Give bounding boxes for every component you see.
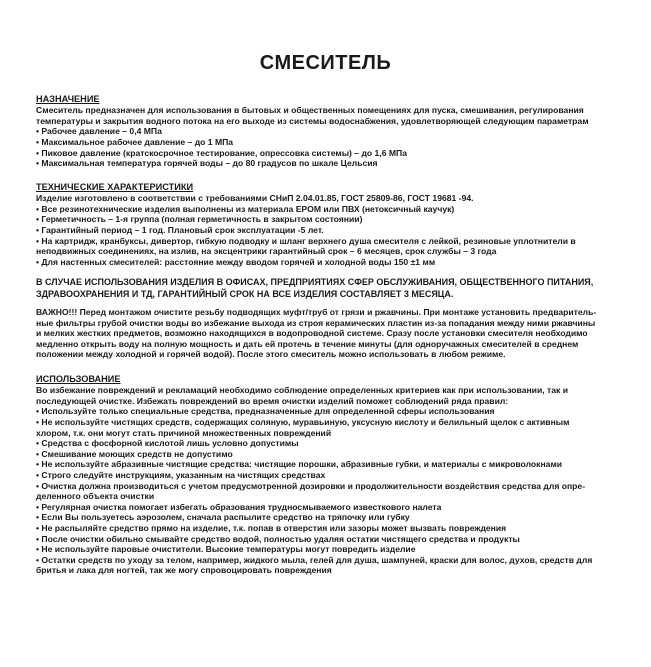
purpose-body — [36, 105, 626, 169]
text-line: • Не распыляйте средство прямо на изделие, т.к. попав в отверстия или зазоры может вызвать повреждения — [36, 522, 507, 533]
text-line: Во избежание повреждений и рекламаций необходимо соблюдение определенных критериев как при использовании, так и — [36, 385, 568, 396]
usage-section — [36, 374, 626, 576]
document-title: СМЕСИТЕЛЬ — [259, 52, 392, 74]
text-line: • Если Вы пользуетесь аэрозолем, сначала распылите средство на тряпочку или губку — [36, 512, 410, 523]
usage-body — [36, 385, 626, 576]
text-line: • Рабочее давление – 0,4 МПа — [36, 126, 162, 137]
text-line: • Не используйте паровые очистители. Высокие температуры могут повредить изделие — [36, 544, 416, 555]
text-line: • Смешивание моющих средств не допустимо — [36, 448, 233, 459]
purpose-section — [36, 94, 626, 169]
text-line: • Пиковое давление (кратскосрочное тестирование, опрессовка системы) – до 1,6 МПа — [36, 147, 408, 158]
important-section — [36, 307, 626, 360]
text-line: медленно открыть воду на полную мощность и дать ей протечь в течение минуты (для одноручажных смесителей в среднем — [36, 338, 579, 349]
purpose-heading: НАЗНАЧЕНИЕ — [36, 94, 100, 104]
text-line: • Регулярная очистка помогает избегать образования трудносмываемого известкового налета — [36, 501, 442, 512]
text-line: • Герметичность – 1-я группа (полная герметичность в закрытом состоянии) — [36, 214, 363, 225]
text-line: Изделие изготовлено в соответствии с требованиями СНиП 2.04.01.85, ГОСТ 25809-86, ГОСТ 19681 -94. — [36, 193, 474, 204]
text-line: • Все резинотехнические изделия выполнены из материала EPOM или ПВХ (нетоксичный каучук) — [36, 203, 455, 214]
text-line: температуры и закрытия водного потока на его выходе из системы водоснабжения, удовлетворяющей следующим параметрам — [36, 115, 589, 126]
usage-heading: ИСПОЛЬЗОВАНИЕ — [36, 374, 121, 384]
text-line: • Не используйте абразивные чистящие средства: чистящие порошки, абразивные губки, и материалы с микроволокнами — [36, 459, 563, 470]
text-line: положении между холодной и горячей водой). После этого смеситель можно использовать в любом режиме. — [36, 349, 506, 360]
text-line: бритья и лака для ногтей, так же могу спровоцировать повреждения — [36, 565, 332, 576]
text-line: • Для настенных смесителей: расстояние между вводом горячей и холодной воды 150 ±1 мм — [36, 256, 436, 267]
text-line: и мелких жестких предметов, возможно находящихся в водопроводной системе. Сразу после установки смесителя необходимо — [36, 328, 588, 339]
text-line: • Максимальное рабочее давление – до 1 МПа — [36, 136, 234, 147]
text-line: ВАЖНО!!! Перед монтажом очистите резьбу подводящих муфт/труб от грязи и ржавчины. При монтаже установить предваритель- — [36, 307, 597, 317]
text-line: • Остатки средств по уходу за телом, например, жидкого мыла, гелей для душа, шампуней, краски для волос, духов, средств для — [36, 554, 593, 565]
text-line: • После очистки обильно смывайте средство водой, полностью удаляя остатки чистящего средства и продукты — [36, 533, 520, 544]
text-line: • Максимальная температура горячей воды – до 80 градусов по шкале Цельсия — [36, 158, 378, 169]
text-line: деленного объекта очистки — [36, 491, 155, 502]
important-body — [36, 307, 626, 360]
text-line: хлором, т.к. они могут стать причиной множественных повреждений — [36, 427, 332, 438]
text-line: • Гарантийный период – 1 год. Плановый срок эксплуатации -5 лет. — [36, 224, 324, 235]
specs-heading: ТЕХНИЧЕСКИЕ ХАРАКТЕРИСТИКИ — [36, 182, 194, 192]
text-line: • Очистка должна производиться с учетом предусмотренной дозировки и продолжительности воздействия средства для опре- — [36, 480, 586, 491]
specs-section — [36, 182, 626, 267]
warranty-notice-body — [36, 276, 626, 301]
text-line: • Строго следуйте инструкциям, указанным на чистящих средствах — [36, 469, 326, 480]
text-line: • Не используйте чистящих средств, содержащих соляную, муравьиную, уксусную кислоту и белильный щелок с активным — [36, 416, 570, 427]
text-line: • На картридж, кранбуксы, дивертор, гибкую подводку и шланг верхнего душа смесителя с лейкой, резиновые уплотнители в — [36, 235, 576, 246]
text-line: последующей очистке. Избежать повреждений во время очистки изделий поможет соблюдений ряда правил: — [36, 395, 509, 406]
specs-body — [36, 193, 626, 267]
text-line: • Используйте только специальные средства, предназначенные для определенной сферы использования — [36, 406, 495, 417]
warranty-notice — [36, 276, 626, 301]
text-line: В СЛУЧАЕ ИСПОЛЬЗОВАНИЯ ИЗДЕЛИЯ В ОФИСАХ, ПРЕДПРИЯТИЯХ СФЕР ОБСЛУЖИВАНИЯ, ОБЩЕСТВЕННОГО ПИТАНИЯ, — [36, 277, 594, 287]
text-line: неподвижных соединениях, на излив, на эксцентрики гарантийный срок – 6 месяцев, срок службы – 3 года — [36, 246, 497, 257]
text-line: Смеситель предназначен для использования в бытовых и общественных помещениях для пуска, смешивания, регулирования — [36, 105, 584, 116]
text-line: ные фильтры грубой очистки воды во избежание выхода из строя керамических пластин из-за попадания между ними ржавчины — [36, 317, 596, 328]
text-line: ЗДРАВООХРАНЕНИЯ И ТД, ГАРАНТИЙНЫЙ СРОК НА ВСЕ ИЗДЕЛИЯ СОСТАВЛЯЕТ 3 МЕСЯЦА. — [36, 289, 454, 300]
text-line: • Средства с фосфорной кислотой лишь условно допустимы — [36, 438, 299, 449]
